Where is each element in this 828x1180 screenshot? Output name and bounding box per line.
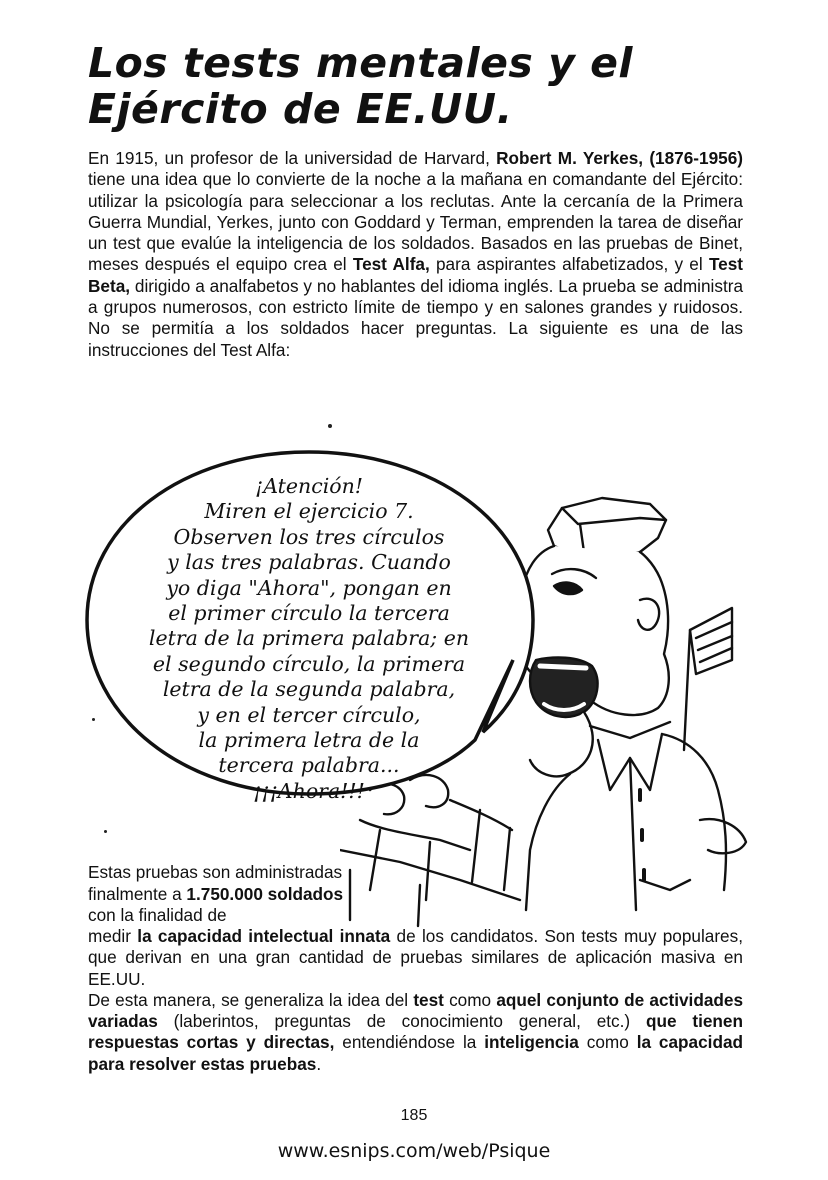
bubble-line: y las tres palabras. Cuando <box>167 550 451 575</box>
caption-paragraph <box>88 862 368 927</box>
caption-text-2: con la finalidad de <box>88 905 227 925</box>
lower-text-span: (laberintos, preguntas de conocimiento general, etc.) <box>157 1011 646 1032</box>
lower-bold-span: la capacidad intelectual innata <box>137 926 391 946</box>
caption-bold-soldiers: 1.750.000 soldados <box>186 883 344 904</box>
stray-dot <box>328 424 332 428</box>
intro-paragraph <box>88 148 743 361</box>
intro-bold-yerkes: Robert M. Yerkes, (1876-1956) <box>496 148 743 168</box>
lower-text-span: . <box>316 1053 322 1074</box>
bubble-line: el primer círculo la tercera <box>168 601 450 626</box>
intro-text-1: En 1915, un profesor de la universidad de Harvard, <box>88 148 497 168</box>
bubble-line: letra de la primera palabra; en <box>148 626 470 651</box>
intro-bold-test-alfa: Test Alfa, <box>352 254 430 275</box>
lower-text-span: medir <box>88 926 138 946</box>
lower-bold-span: inteligencia <box>484 1032 579 1053</box>
lower-bold-span: la capacidad para resolver estas pruebas <box>88 1032 744 1074</box>
lower-text-span: De esta manera, se generaliza la idea del <box>88 989 414 1010</box>
lower-bold-span: test <box>413 989 444 1010</box>
page-title: Los tests mentales y el Ejército de EE.UU. <box>88 39 633 133</box>
intro-bold-test-beta: Test Beta, <box>88 254 744 296</box>
stray-dot <box>104 830 107 833</box>
lower-text-span: como <box>578 1032 637 1053</box>
bubble-line: la primera letra de la <box>198 728 420 753</box>
bubble-line: ¡¡¡Ahora!!! <box>253 778 365 803</box>
lower-text-span: de los candidatos. Son tests muy populares, que derivan en una gran cantidad de pruebas similares de aplicación masiva en EE.UU. <box>88 926 743 989</box>
bubble-line: ¡Atención! <box>254 474 364 498</box>
footer-url[interactable]: www.esnips.com/web/Psique <box>277 1140 551 1162</box>
caption-text-1: Estas pruebas son administradas finalmente a <box>88 862 343 904</box>
bubble-line: Observen los tres círculos <box>173 524 445 549</box>
bubble-line: Miren el ejercicio 7. <box>204 499 414 524</box>
intro-text-4: dirigido a analfabetos y no hablantes del idioma inglés. La prueba se administra a grupos numerosos, con estricto límite de tiempo y en salones grandes y ruidosos. No se permitía a los soldados hacer preguntas. La siguiente es una de las instrucciones del Test Alfa: <box>88 275 743 360</box>
lower-bold-span: aquel conjunto de actividades variadas <box>88 989 744 1032</box>
lower-text-span: como <box>443 989 497 1010</box>
speech-bubble <box>83 446 535 803</box>
page-number: 185 <box>400 1107 428 1124</box>
lower-text <box>88 926 743 1075</box>
intro-text-2: tiene una idea que lo convierte de la noche a la mañana en comandante del Ejército: utilizar la psicología para seleccionar a los reclutas. Ante la cercanía de la Primera Guerra Mundial, Yerkes, junto con Goddard y Terman, emprenden la tarea de diseñar un test que evalúe la inteligencia de los soldados. Basados en las pruebas de Binet, meses después el equipo crea el <box>88 169 743 275</box>
bubble-text <box>83 474 535 804</box>
bubble-line: letra de la segunda palabra, <box>162 677 456 702</box>
bubble-line: tercera palabra... <box>218 753 400 778</box>
lower-paragraph-2 <box>88 990 743 1075</box>
intro-text-3: para aspirantes alfabetizados, y el <box>429 254 709 275</box>
bubble-line: el segundo círculo, la primera <box>152 651 466 676</box>
bubble-line: y en el tercer círculo, <box>197 702 421 727</box>
lower-bold-span: que tienen respuestas cortas y directas, <box>88 1011 743 1053</box>
lower-text-span: entendiéndose la <box>334 1032 485 1053</box>
lower-paragraph-1 <box>88 926 743 990</box>
bubble-line: yo diga "Ahora", pongan en <box>166 575 452 600</box>
